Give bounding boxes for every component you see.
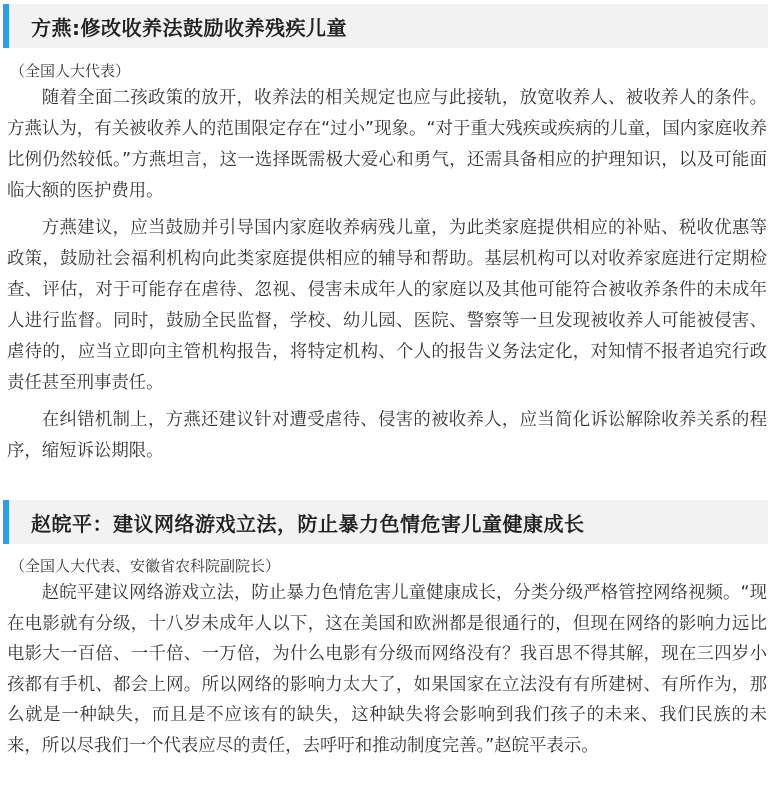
section-heading: 赵皖平：建议网络游戏立法，防止暴力色情危害儿童健康成长 <box>31 511 585 536</box>
article-section-zhao-wanping <box>0 500 775 762</box>
article-section-fang-yan <box>0 4 775 467</box>
body-paragraph: 随着全面二孩政策的放开，收养法的相关规定也应与此接轨，放宽收养人、被收养人的条件。方燕认为，有关被收养人的范围限定存在“过小”现象。“对于重大残疾或疾病的儿童，国内家庭收养比例仍然较低。”方燕坦言，这一选择既需极大爱心和勇气，还需具备相应的护理知识，以及可能面临大额的医护费用。 <box>7 88 767 201</box>
section-heading-bar <box>3 500 768 544</box>
section-heading: 方燕:修改收养法鼓励收养残疾儿童 <box>31 15 347 40</box>
body-paragraph: 方燕建议，应当鼓励并引导国内家庭收养病残儿童，为此类家庭提供相应的补贴、税收优惠等政策，鼓励社会福利机构向此类家庭提供相应的辅导和帮助。基层机构可以对收养家庭进行定期检查、评估，对于可能存在虐待、忽视、侵害未成年人的家庭以及其他可能符合被收养条件的未成年人进行监督。同时，鼓励全民监督，学校、幼儿园、医院、警察等一旦发现被收养人可能被侵害、虐待的，应当立即向主管机构报告，将特定机构、个人的报告义务法定化，对知情不报者追究行政责任甚至刑事责任。 <box>7 218 767 393</box>
body-paragraph: 赵皖平建议网络游戏立法，防止暴力色情危害儿童健康成长，分类分级严格管控网络视频。“现在电影就有分级，十八岁未成年人以下，这在美国和欧洲都是很通行的，但现在网络的影响力远比电影大一百倍、一千倍、一万倍，为什么电影有分级而网络没有？我百思不得其解，现在三四岁小孩都有手机、都会上网。所以网络的影响力太大了，如果国家在立法没有有所建树、有所作为，那么就是一种缺失，而且是不应该有的缺失，这种缺失将会影响到我们孩子的未来、我们民族的未来，所以尽我们一个代表应尽的责任，去呼吁和推动制度完善。”赵皖平表示。 <box>7 583 767 756</box>
body-paragraph: 在纠错机制上，方燕还建议针对遭受虐待、侵害的被收养人，应当简化诉讼解除收养关系的程序，缩短诉讼期限。 <box>7 410 767 461</box>
section-heading-bar <box>3 4 768 48</box>
speaker-role: （全国人大代表） <box>10 62 131 80</box>
speaker-role: （全国人大代表、安徽省农科院副院长） <box>10 557 281 575</box>
